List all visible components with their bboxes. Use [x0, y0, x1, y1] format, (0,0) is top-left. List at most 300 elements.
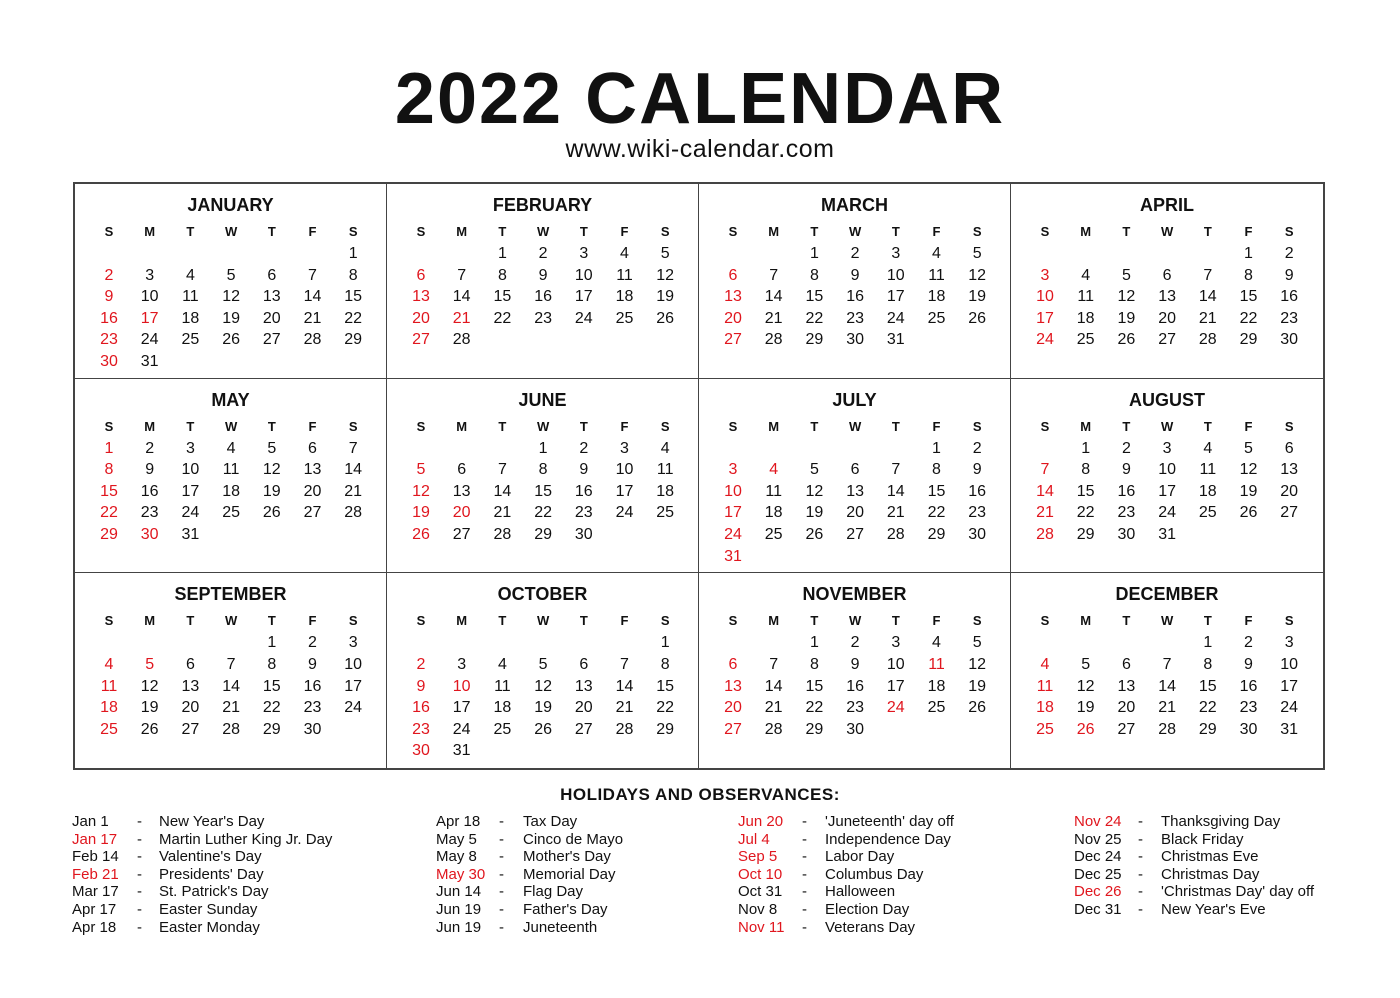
day-cell: 9	[972, 461, 982, 479]
day-cell: 18	[1076, 309, 1095, 327]
day-cell: 26	[262, 504, 281, 522]
day-cell: 22	[493, 309, 512, 327]
day-cell: 19	[262, 482, 281, 500]
day-cell: 5	[226, 266, 236, 284]
day-cell: 12	[140, 677, 159, 695]
day-cell: 6	[457, 461, 467, 479]
holiday-separator: -	[137, 848, 142, 866]
day-cell: 7	[348, 439, 358, 457]
day-cell: 15	[262, 677, 281, 695]
holiday-date: Oct 10	[738, 865, 783, 883]
day-cell: 19	[968, 288, 987, 306]
day-cell: 16	[140, 482, 159, 500]
weekday-header: S	[348, 224, 358, 239]
weekday-header: F	[620, 418, 629, 434]
weekday-header: M	[768, 418, 780, 434]
holiday-name: Martin Luther King Jr. Day	[159, 830, 333, 848]
day-cell: 17	[140, 309, 159, 327]
day-cell: 16	[1117, 482, 1136, 500]
holiday-name: Christmas Eve	[1161, 848, 1259, 866]
holiday-date: May 8	[436, 848, 477, 866]
day-cell: 28	[222, 720, 240, 738]
day-cell: 13	[574, 677, 593, 695]
weekday-header: W	[536, 613, 550, 629]
day-cell: 25	[615, 309, 634, 327]
day-cell: 26	[140, 720, 159, 738]
month-name: JANUARY	[187, 195, 274, 215]
day-cell: 13	[412, 288, 430, 306]
holiday-date: Apr 18	[436, 813, 481, 830]
weekday-header: T	[579, 613, 588, 629]
day-cell: 1	[809, 245, 819, 262]
weekday-header: T	[579, 224, 588, 239]
day-cell: 3	[185, 439, 195, 457]
day-cell: 8	[809, 266, 819, 284]
holiday-date: Sep 5	[738, 848, 778, 866]
day-cell: 23	[303, 699, 322, 717]
day-cell: 17	[615, 482, 634, 500]
day-cell: 24	[452, 720, 471, 738]
day-cell: 6	[416, 266, 426, 284]
day-cell: 7	[769, 266, 779, 284]
weekday-header: T	[1122, 224, 1131, 239]
holiday-date: May 5	[436, 830, 477, 848]
day-cell: 3	[1040, 266, 1050, 284]
day-cell: 14	[344, 461, 363, 479]
weekday-header: S	[416, 418, 426, 434]
day-cell: 28	[344, 504, 363, 522]
day-cell: 10	[615, 461, 634, 479]
day-cell: 2	[1121, 439, 1131, 457]
holiday-name: New Year's Day	[159, 813, 265, 830]
holiday-separator: -	[802, 830, 807, 848]
weekday-header: W	[848, 418, 862, 434]
day-cell: 25	[100, 720, 118, 738]
day-cell: 27	[303, 504, 322, 522]
day-cell: 31	[1280, 720, 1299, 738]
day-cell: 23	[968, 504, 987, 522]
holiday-separator: -	[499, 918, 504, 936]
day-cell: 29	[262, 720, 281, 738]
holiday-separator: -	[802, 883, 807, 901]
day-cell: 7	[620, 655, 629, 673]
day-cell: 22	[1076, 504, 1095, 522]
day-cell: 8	[267, 655, 277, 673]
weekday-header: M	[456, 613, 468, 629]
day-cell: 12	[1239, 461, 1258, 479]
day-cell: 24	[181, 504, 200, 522]
holiday-name: Tax Day	[523, 813, 578, 830]
day-cell: 30	[574, 526, 593, 544]
holiday-separator: -	[499, 883, 504, 901]
day-cell: 6	[579, 655, 589, 673]
day-cell: 19	[1117, 309, 1136, 327]
day-cell: 11	[494, 677, 511, 695]
day-cell: 5	[1121, 266, 1131, 284]
day-cell: 9	[308, 655, 317, 673]
day-cell: 2	[1284, 245, 1294, 262]
holiday-name: Christmas Day	[1161, 865, 1260, 883]
day-cell: 14	[886, 482, 905, 500]
day-cell: 9	[1121, 461, 1131, 479]
weekday-header: T	[810, 418, 819, 434]
day-cell: 24	[1036, 331, 1054, 349]
day-cell: 16	[534, 288, 552, 306]
day-cell: 7	[457, 266, 467, 284]
day-cell: 2	[145, 439, 155, 457]
holiday-name: New Year's Eve	[1161, 900, 1266, 918]
holiday-name: Thanksgiving Day	[1161, 813, 1281, 830]
day-cell: 17	[574, 288, 593, 306]
day-cell: 27	[846, 526, 864, 544]
day-cell: 31	[1158, 526, 1176, 544]
day-cell: 6	[267, 266, 277, 284]
day-cell: 17	[344, 677, 363, 695]
weekday-header: T	[810, 613, 819, 629]
day-cell: 25	[927, 309, 946, 327]
day-cell: 10	[344, 655, 363, 673]
holiday-name: Presidents' Day	[159, 865, 264, 883]
day-cell: 13	[846, 482, 864, 500]
day-cell: 19	[534, 699, 552, 717]
day-cell: 1	[538, 439, 548, 457]
month-name: JULY	[832, 389, 877, 410]
day-cell: 13	[1280, 461, 1299, 479]
day-cell: 6	[1121, 655, 1131, 673]
day-cell: 24	[574, 309, 593, 327]
day-cell: 21	[303, 309, 322, 327]
day-cell: 18	[181, 309, 200, 327]
weekday-header: W	[1160, 224, 1174, 239]
day-cell: 13	[724, 677, 742, 695]
day-cell: 8	[497, 266, 507, 284]
day-cell: 4	[185, 266, 195, 284]
day-cell: 22	[1198, 699, 1217, 717]
holiday-separator: -	[1138, 883, 1143, 901]
day-cell: 22	[344, 309, 363, 327]
day-cell: 10	[452, 677, 471, 695]
day-cell: 22	[927, 504, 946, 522]
day-cell: 6	[308, 439, 317, 457]
day-cell: 27	[1117, 720, 1136, 738]
day-cell: 30	[968, 526, 987, 544]
day-cell: 30	[1117, 526, 1136, 544]
holiday-separator: -	[499, 830, 504, 848]
holiday-name: 'Juneteenth' day off	[825, 813, 954, 830]
weekday-header: M	[144, 418, 156, 434]
weekday-header: T	[498, 418, 507, 434]
holiday-name: Halloween	[825, 883, 896, 901]
weekday-header: T	[1203, 224, 1212, 239]
day-cell: 30	[1239, 720, 1258, 738]
day-cell: 25	[1036, 720, 1054, 738]
day-cell: 17	[724, 504, 742, 522]
holiday-name: Valentine's Day	[159, 848, 262, 866]
day-cell: 2	[416, 655, 426, 673]
day-cell: 12	[534, 677, 552, 695]
day-cell: 3	[579, 245, 589, 262]
holiday-separator: -	[1138, 813, 1143, 830]
weekday-header: F	[932, 613, 941, 629]
day-cell: 17	[452, 699, 471, 717]
day-cell: 25	[493, 720, 512, 738]
day-cell: 29	[100, 526, 118, 544]
day-cell: 30	[1280, 331, 1299, 349]
month-panel	[387, 573, 699, 768]
day-cell: 15	[927, 482, 946, 500]
day-cell: 12	[968, 266, 987, 284]
day-cell: 19	[222, 309, 240, 327]
holiday-name: Father's Day	[523, 900, 608, 918]
month-name: AUGUST	[1129, 389, 1205, 410]
day-cell: 21	[886, 504, 905, 522]
weekday-header: M	[456, 418, 468, 434]
day-cell: 15	[344, 288, 363, 306]
day-cell: 4	[932, 634, 941, 652]
day-cell: 19	[140, 699, 159, 717]
day-cell: 3	[145, 266, 155, 284]
day-cell: 6	[1162, 266, 1172, 284]
weekday-header: T	[186, 224, 195, 239]
weekday-header: T	[186, 418, 195, 434]
holiday-date: Jun 20	[738, 813, 784, 830]
day-cell: 19	[656, 288, 675, 306]
day-cell: 22	[262, 699, 281, 717]
day-cell: 14	[764, 288, 783, 306]
day-cell: 28	[1036, 526, 1054, 544]
day-cell: 9	[850, 266, 860, 284]
day-cell: 17	[886, 288, 905, 306]
day-cell: 5	[972, 634, 982, 652]
day-cell: 14	[452, 288, 471, 306]
day-cell: 4	[104, 655, 114, 673]
holiday-date: Feb 21	[72, 865, 119, 883]
day-cell: 15	[100, 482, 118, 500]
day-cell: 27	[262, 331, 281, 349]
holiday-separator: -	[1138, 865, 1143, 883]
day-cell: 22	[1239, 309, 1258, 327]
day-cell: 11	[100, 677, 118, 695]
day-cell: 7	[1203, 266, 1213, 284]
day-cell: 3	[620, 439, 629, 457]
weekday-header: S	[104, 613, 114, 629]
day-cell: 23	[1239, 699, 1258, 717]
day-cell: 13	[452, 482, 471, 500]
day-cell: 10	[1036, 288, 1054, 306]
weekday-header: T	[498, 224, 507, 239]
weekday-header: M	[1080, 418, 1092, 434]
holiday-name: Veterans Day	[825, 918, 916, 936]
day-cell: 18	[764, 504, 783, 522]
day-cell: 30	[100, 353, 118, 370]
holiday-separator: -	[802, 813, 807, 830]
holiday-name: Juneteenth	[523, 918, 598, 936]
holidays-heading: HOLIDAYS AND OBSERVANCES:	[560, 785, 840, 804]
weekday-header: S	[416, 613, 426, 629]
month-name: MAY	[211, 389, 250, 410]
holiday-date: Jan 1	[72, 813, 109, 830]
day-cell: 12	[968, 655, 987, 673]
day-cell: 14	[764, 677, 783, 695]
day-cell: 21	[764, 309, 783, 327]
day-cell: 13	[1117, 677, 1136, 695]
day-cell: 18	[493, 699, 512, 717]
weekday-header: M	[768, 613, 780, 629]
weekday-header: T	[186, 613, 195, 629]
day-cell: 1	[809, 634, 819, 652]
day-cell: 7	[769, 655, 779, 673]
weekday-header: W	[1160, 418, 1174, 434]
page-title: 2022 CALENDAR	[394, 59, 1006, 139]
day-cell: 6	[850, 461, 860, 479]
day-cell: 27	[574, 720, 593, 738]
weekday-header: S	[660, 418, 670, 434]
day-cell: 30	[846, 720, 864, 738]
day-cell: 23	[100, 331, 118, 349]
day-cell: 28	[303, 331, 322, 349]
day-cell: 20	[262, 309, 281, 327]
weekday-header: W	[224, 224, 238, 239]
day-cell: 26	[968, 309, 987, 327]
weekday-header: W	[848, 224, 862, 239]
day-cell: 17	[1036, 309, 1054, 327]
day-cell: 2	[538, 245, 548, 262]
day-cell: 27	[724, 720, 742, 738]
day-cell: 29	[1239, 331, 1258, 349]
holiday-separator: -	[499, 848, 504, 866]
month-panel	[699, 379, 1011, 574]
day-cell: 11	[928, 655, 945, 673]
day-cell: 20	[452, 504, 471, 522]
day-cell: 2	[850, 634, 860, 652]
day-cell: 23	[574, 504, 593, 522]
day-cell: 13	[1158, 288, 1176, 306]
weekday-header: T	[267, 224, 276, 239]
weekday-header: F	[308, 224, 317, 239]
day-cell: 9	[145, 461, 155, 479]
day-cell: 24	[344, 699, 363, 717]
day-cell: 8	[538, 461, 548, 479]
month-panel	[1011, 573, 1323, 768]
day-cell: 11	[765, 482, 782, 500]
day-cell: 12	[222, 288, 240, 306]
day-cell: 18	[615, 288, 634, 306]
holiday-separator: -	[499, 900, 504, 918]
month-panel	[699, 184, 1011, 379]
day-cell: 3	[457, 655, 467, 673]
weekday-header: S	[972, 224, 982, 239]
day-cell: 29	[1076, 526, 1095, 544]
month-panel	[1011, 184, 1323, 379]
day-cell: 20	[1117, 699, 1136, 717]
holiday-name: Election Day	[825, 900, 910, 918]
day-cell: 8	[809, 655, 819, 673]
holiday-separator: -	[802, 848, 807, 866]
day-cell: 10	[1280, 655, 1299, 673]
weekday-header: S	[660, 224, 670, 239]
day-cell: 1	[104, 439, 114, 457]
day-cell: 20	[181, 699, 200, 717]
weekday-header: F	[932, 418, 941, 434]
day-cell: 23	[1280, 309, 1299, 327]
day-cell: 25	[927, 699, 946, 717]
day-cell: 28	[886, 526, 905, 544]
day-cell: 30	[412, 742, 430, 760]
holiday-date: Nov 24	[1074, 813, 1122, 830]
day-cell: 14	[303, 288, 322, 306]
weekday-header: W	[536, 418, 550, 434]
day-cell: 20	[412, 309, 430, 327]
day-cell: 19	[805, 504, 824, 522]
day-cell: 21	[615, 699, 634, 717]
months-grid	[73, 182, 1325, 770]
holiday-date: Nov 25	[1074, 830, 1122, 848]
day-cell: 26	[1117, 331, 1136, 349]
day-cell: 8	[660, 655, 670, 673]
day-cell: 14	[1158, 677, 1176, 695]
day-cell: 5	[416, 461, 426, 479]
day-cell: 25	[222, 504, 240, 522]
day-cell: 15	[493, 288, 512, 306]
day-cell: 12	[805, 482, 824, 500]
weekday-header: S	[728, 224, 738, 239]
weekday-header: M	[144, 224, 156, 239]
day-cell: 21	[1198, 309, 1217, 327]
day-cell: 16	[303, 677, 322, 695]
day-cell: 28	[1158, 720, 1176, 738]
day-cell: 23	[846, 309, 864, 327]
day-cell: 8	[348, 266, 358, 284]
weekday-header: W	[224, 613, 238, 629]
day-cell: 18	[1198, 482, 1217, 500]
day-cell: 29	[656, 720, 675, 738]
day-cell: 16	[100, 309, 118, 327]
day-cell: 1	[497, 245, 507, 262]
day-cell: 8	[1244, 266, 1253, 284]
day-cell: 12	[262, 461, 281, 479]
day-cell: 31	[452, 742, 471, 760]
day-cell: 27	[412, 331, 430, 349]
day-cell: 17	[1280, 677, 1299, 695]
month-panel	[75, 379, 387, 574]
day-cell: 4	[769, 461, 779, 479]
day-cell: 3	[1162, 439, 1172, 457]
day-cell: 2	[850, 245, 860, 262]
weekday-header: F	[932, 224, 941, 239]
day-cell: 14	[615, 677, 634, 695]
weekday-header: W	[224, 418, 238, 434]
holiday-date: Nov 8	[738, 900, 778, 918]
day-cell: 30	[303, 720, 322, 738]
day-cell: 6	[1284, 439, 1294, 457]
day-cell: 12	[1076, 677, 1095, 695]
month-panel	[387, 379, 699, 574]
holiday-separator: -	[1138, 830, 1143, 848]
day-cell: 27	[1158, 331, 1176, 349]
weekday-header: T	[1122, 418, 1131, 434]
month-panel	[1011, 379, 1323, 574]
weekday-header: F	[620, 613, 629, 629]
day-cell: 31	[724, 547, 742, 565]
day-cell: 18	[100, 699, 118, 717]
month-name: APRIL	[1140, 195, 1194, 215]
weekday-header: F	[1244, 418, 1253, 434]
weekday-header: F	[308, 613, 317, 629]
day-cell: 1	[1244, 245, 1253, 262]
holiday-date: Jun 19	[436, 918, 482, 936]
day-cell: 16	[574, 482, 593, 500]
day-cell: 5	[1244, 439, 1253, 457]
